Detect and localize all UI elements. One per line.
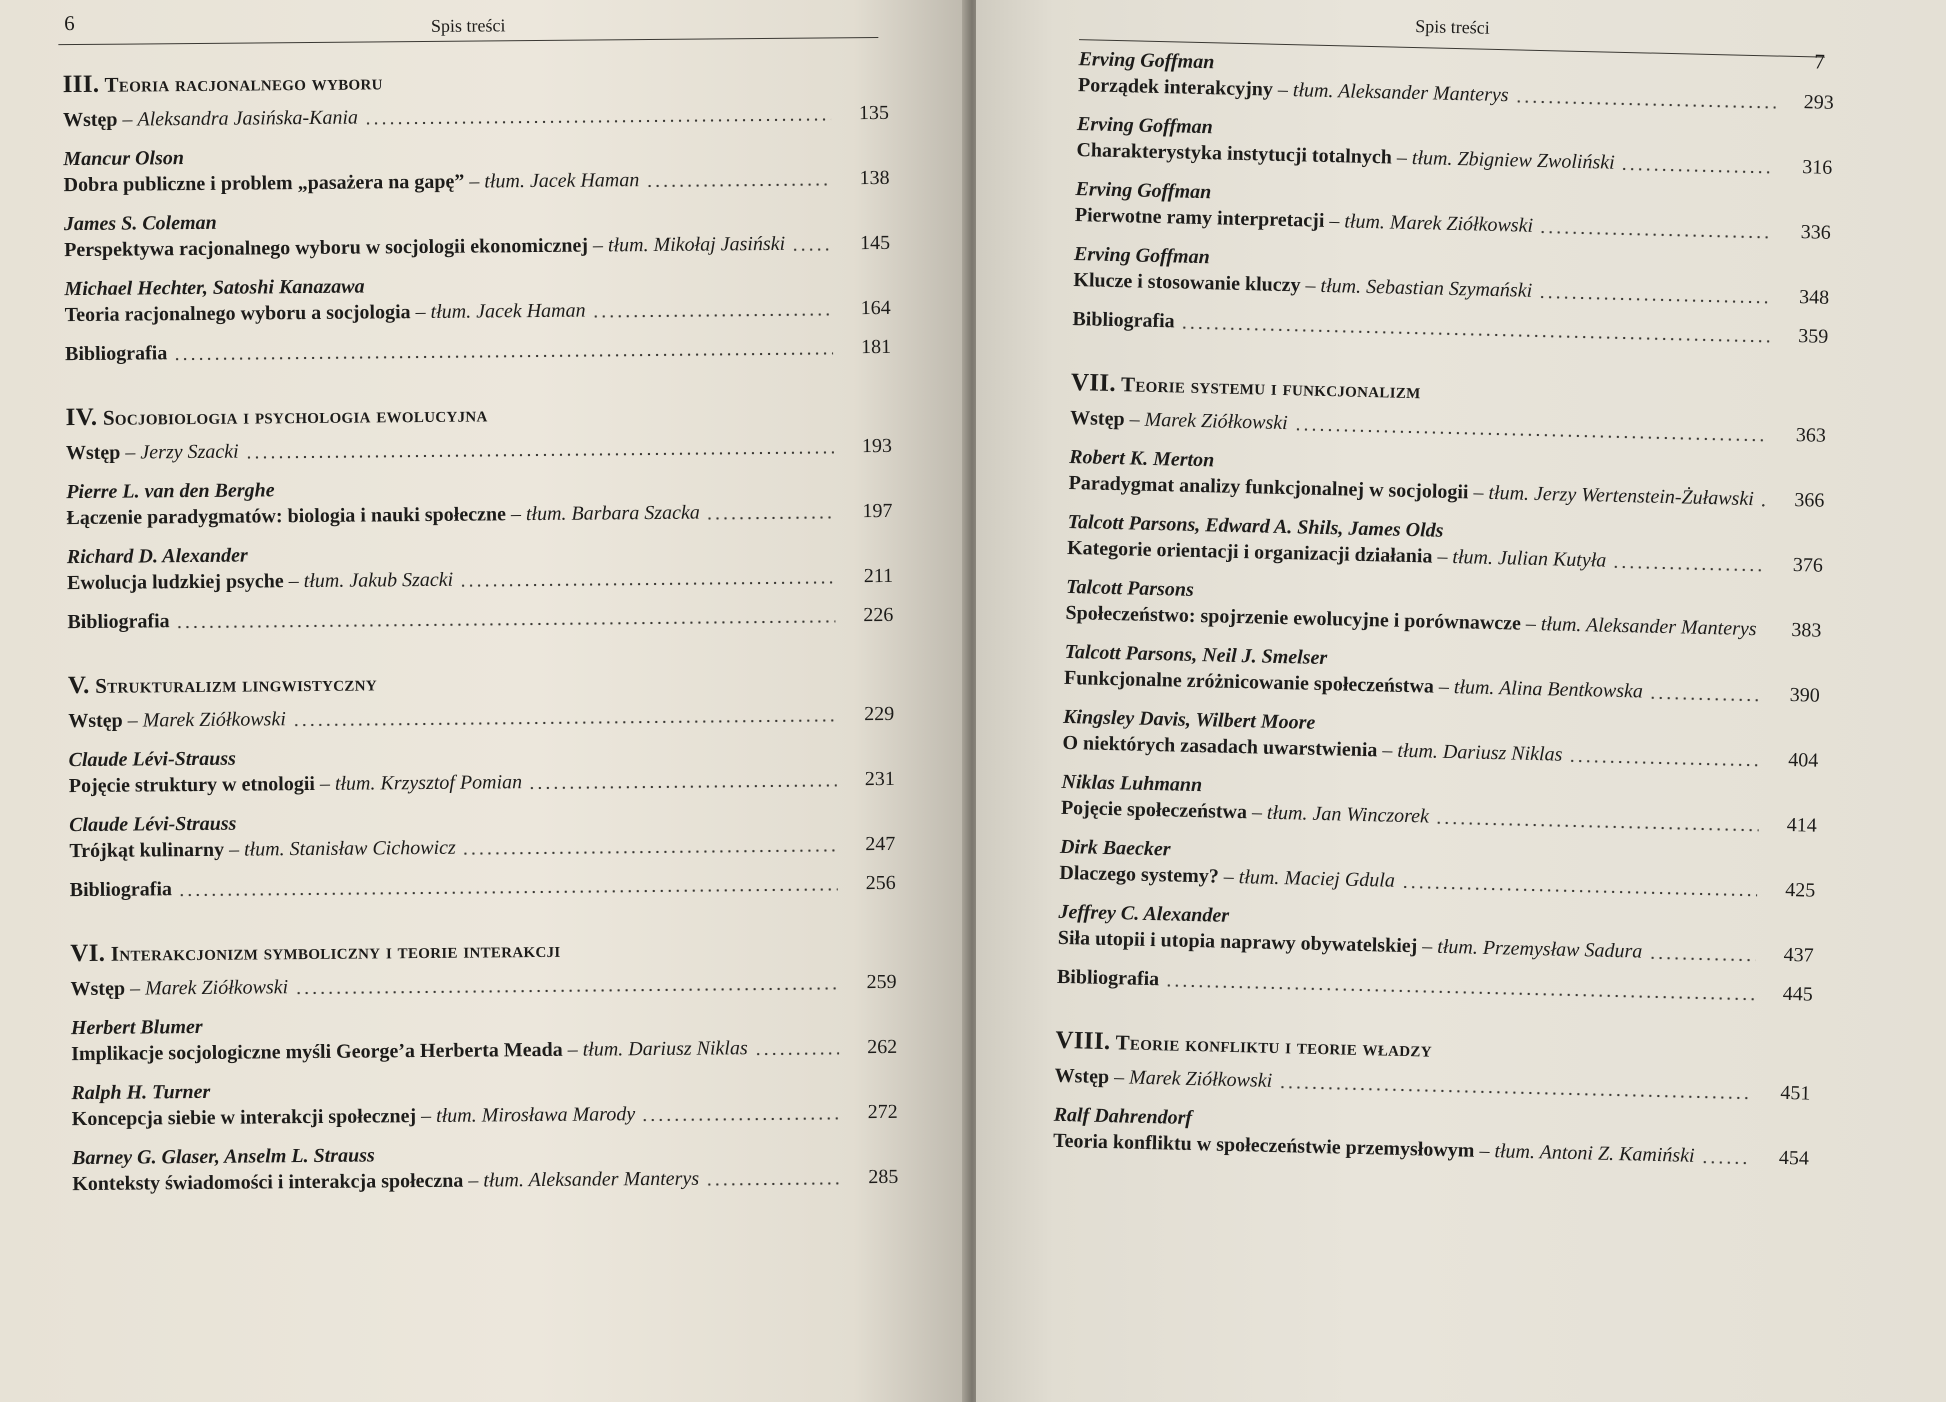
entry-translator: tłum. Barbara Szacka: [525, 501, 700, 526]
entry-author: Michael Hechter, Satoshi Kanazawa: [64, 275, 365, 301]
toc-entry: [1059, 834, 1816, 905]
entry-title: Siła utopii i utopia naprawy obywatelskiej: [1057, 926, 1418, 958]
dot-leader: [1612, 565, 1765, 573]
entry-line: [64, 230, 890, 264]
entry-text: [66, 500, 700, 533]
dash-separator: –: [587, 234, 609, 257]
entry-title: Implikacje socjologiczne myśli George’a Herberta Meada: [71, 1038, 563, 1066]
toc-entry: [69, 805, 895, 865]
dot-leader: [1568, 759, 1760, 768]
entry-author: Claude Lévi-Strauss: [68, 747, 236, 772]
dot-leader: [1649, 696, 1762, 703]
entry-translator: tłum. Stanisław Cichowicz: [243, 836, 456, 861]
entry-text: [1054, 1063, 1272, 1095]
dash-separator: –: [1218, 865, 1240, 889]
entry-translator: tłum. Jacek Haman: [430, 299, 586, 323]
dot-leader: [1165, 983, 1755, 1001]
dot-leader: [1401, 885, 1757, 897]
entry-title: Klucze i stosowanie kluczy: [1073, 269, 1301, 297]
dash-separator: –: [464, 170, 485, 193]
entry-author: Kingsley Davis, Wilbert Moore: [1062, 705, 1316, 734]
entry-author: Niklas Luhmann: [1061, 770, 1203, 797]
entry-title: Bibliografia: [1072, 308, 1175, 333]
toc-entry: [64, 204, 890, 264]
entry-author: Ralph H. Turner: [71, 1080, 211, 1105]
entry-page-number: 229: [864, 702, 895, 726]
dot-leader: [178, 887, 838, 897]
entry-translator: tłum. Jakub Szacki: [303, 568, 454, 593]
page-number: 7: [1813, 49, 1826, 74]
entry-line: [1057, 964, 1813, 1009]
entry-page-number: 383: [1791, 619, 1822, 642]
entry-text: [63, 105, 358, 135]
toc-entry: [63, 139, 889, 199]
entry-title: Paradygmat analizy funkcjonalnej w socjologii: [1068, 471, 1469, 504]
entry-translator: tłum. Aleksander Manterys: [483, 1167, 700, 1192]
dash-separator: –: [1433, 675, 1455, 699]
entry-title: Dobra publiczne i problem „pasażera na gapę”: [63, 170, 465, 197]
dot-leader: [1180, 326, 1770, 344]
dash-separator: –: [1246, 801, 1268, 824]
dash-separator: –: [562, 1038, 583, 1061]
entry-line: [66, 433, 892, 467]
dash-separator: –: [117, 108, 138, 131]
dash-separator: –: [1468, 481, 1489, 504]
entry-translator: tłum. Aleksander Manterys: [1292, 79, 1509, 107]
entry-translator: tłum. Dariusz Niklas: [1397, 739, 1563, 766]
toc-entry: [1072, 306, 1828, 351]
entry-page-number: 256: [865, 871, 896, 895]
right-page: [976, 0, 1946, 1402]
dash-separator: –: [1300, 274, 1321, 297]
entry-text: [65, 340, 167, 368]
entry-page-number: 390: [1789, 684, 1821, 707]
dash-separator: –: [1432, 545, 1453, 569]
toc-entry: [1053, 1102, 1810, 1173]
entry-page-number: 181: [860, 335, 892, 359]
entry-line: [70, 969, 896, 1003]
toc-entry: [70, 969, 896, 1003]
dot-leader: [641, 1116, 840, 1122]
dot-leader: [292, 718, 836, 727]
entry-title: Łączenie paradygmatów: biologia i nauki społeczne: [66, 503, 507, 530]
entry-text: [67, 608, 169, 636]
toc-entry: [1078, 46, 1835, 117]
entry-line: [70, 870, 896, 904]
entry-title: Społeczeństwo: spojrzenie ewolucyjne i porównawcze: [1065, 601, 1522, 635]
entry-page-number: 414: [1786, 813, 1818, 837]
dot-leader: [462, 848, 838, 855]
entry-page-number: 445: [1782, 982, 1814, 1006]
dot-leader: [176, 619, 836, 629]
entry-page-number: 316: [1802, 156, 1833, 179]
dot-leader: [706, 515, 835, 520]
entry-page-number: 376: [1792, 554, 1824, 577]
toc-entry: [66, 472, 892, 532]
entry-title: Bibliografia: [1056, 965, 1160, 991]
dot-leader: [1539, 230, 1773, 240]
entry-page-number: 336: [1800, 221, 1831, 244]
entry-line: [67, 602, 893, 636]
entry-text: [66, 439, 239, 468]
entry-page-number: 262: [867, 1035, 898, 1059]
toc-entry: [71, 1073, 897, 1133]
entry-author: Robert K. Merton: [1068, 445, 1215, 472]
dash-separator: –: [223, 838, 245, 861]
entry-title: Porządek interakcyjny: [1077, 74, 1274, 101]
entry-title: Bibliografia: [67, 610, 170, 634]
entry-text: [68, 706, 286, 735]
entry-page-number: 135: [858, 101, 890, 125]
entry-author: Erving Goffman: [1073, 243, 1211, 269]
entry-line: [72, 1164, 898, 1198]
entry-translator: tłum. Krzysztof Pomian: [334, 771, 523, 795]
toc-entry: [1057, 964, 1813, 1009]
entry-line: [1072, 306, 1828, 351]
part-heading: [68, 665, 894, 700]
entry-page-number: 348: [1798, 286, 1830, 309]
toc-entry: [1061, 769, 1818, 840]
part-heading: [65, 397, 891, 432]
entry-author: Jeffrey C. Alexander: [1058, 900, 1230, 927]
entry-line: [63, 165, 889, 199]
entry-title: Pierwotne ramy interpretacji: [1074, 204, 1325, 232]
entry-title: Bibliografia: [69, 878, 173, 902]
entry-translator: tłum. Jan Winczorek: [1266, 801, 1430, 828]
entry-translator: tłum. Mikołaj Jasiński: [607, 232, 786, 257]
entry-author: Talcott Parsons, Edward A. Shils, James Olds: [1067, 510, 1444, 542]
dot-leader: [1762, 633, 1763, 637]
toc-entry: [65, 334, 891, 368]
part-heading: [70, 933, 896, 968]
dot-leader: [1538, 295, 1771, 304]
entry-title: Konteksty świadomości i interakcja społeczna: [72, 1169, 464, 1196]
entry-author: Ralf Dahrendorf: [1053, 1103, 1193, 1130]
entry-translator: Marek Ziółkowski: [1144, 408, 1288, 435]
dot-leader: [459, 580, 835, 587]
entry-author: Talcott Parsons, Neil J. Smelser: [1064, 640, 1328, 670]
entry-line: [66, 498, 892, 532]
toc-entry: [1076, 111, 1833, 182]
entry-translator: tłum. Mirosława Marody: [436, 1103, 636, 1127]
entry-translator: Marek Ziółkowski: [1128, 1066, 1273, 1092]
dot-leader: [173, 351, 833, 361]
dot-leader: [1648, 956, 1756, 963]
entry-page-number: 363: [1795, 424, 1827, 447]
toc-entry: [1064, 639, 1821, 710]
dot-leader: [364, 117, 831, 125]
entry-page-number: 247: [865, 832, 896, 856]
dash-separator: –: [505, 503, 527, 526]
dash-separator: –: [410, 300, 431, 324]
entry-author: Pierre L. van den Berghe: [66, 479, 275, 504]
part-title-text: Teorie konfliktu i teorie władzy: [1115, 1030, 1433, 1062]
entry-line: [71, 1034, 897, 1068]
dot-leader: [245, 450, 834, 459]
entry-translator: tłum. Jacek Haman: [484, 169, 640, 193]
entry-line: [65, 334, 891, 368]
entry-text: [67, 567, 453, 597]
table-of-contents: [1053, 46, 1835, 1185]
dash-separator: –: [1377, 739, 1398, 762]
toc-entry: [1067, 509, 1824, 580]
running-title: Spis treści: [1414, 16, 1490, 38]
entry-page-number: 293: [1803, 91, 1835, 114]
entry-text: [69, 835, 456, 865]
dash-separator: –: [120, 441, 141, 464]
entry-page-number: 454: [1778, 1146, 1810, 1170]
entry-page-number: 197: [862, 499, 893, 523]
entry-page-number: 138: [859, 166, 890, 190]
part-number: VI.: [70, 939, 106, 968]
entry-translator: tłum. Marek Ziółkowski: [1344, 210, 1534, 237]
entry-page-number: 211: [863, 564, 894, 588]
entry-page-number: 366: [1794, 489, 1825, 512]
entry-line: [67, 563, 893, 597]
entry-title: Wstęp: [65, 441, 121, 465]
entry-translator: tłum. Jerzy Wertenstein-Żuławski: [1488, 481, 1755, 511]
toc-entry: [1062, 704, 1819, 775]
entry-text: [1057, 964, 1160, 993]
entry-page-number: 359: [1798, 325, 1829, 348]
entry-page-number: 285: [868, 1165, 899, 1189]
entry-page-number: 231: [864, 767, 895, 791]
entry-translator: Marek Ziółkowski: [144, 976, 289, 1000]
entry-translator: tłum. Maciej Gdula: [1238, 866, 1396, 892]
entry-translator: tłum. Sebastian Szymański: [1320, 274, 1533, 302]
dot-leader: [1278, 1085, 1752, 1100]
toc-entry: [1075, 176, 1832, 247]
dash-separator: –: [1417, 935, 1438, 958]
dash-separator: –: [1391, 146, 1413, 169]
entry-author: Dirk Baecker: [1059, 835, 1171, 861]
entry-author: Claude Lévi-Strauss: [69, 812, 237, 837]
dash-separator: –: [1324, 209, 1345, 233]
entry-page-number: 425: [1784, 878, 1816, 902]
entry-page-number: 259: [866, 970, 897, 994]
dash-separator: –: [314, 772, 335, 795]
dot-leader: [1760, 503, 1767, 507]
entry-title: Koncepcja siebie w interakcji społecznej: [71, 1105, 417, 1131]
dot-leader: [528, 783, 837, 790]
dash-separator: –: [124, 977, 146, 1000]
entry-text: [1070, 405, 1288, 437]
entry-title: Charakterystyka instytucji totalnych: [1076, 139, 1393, 169]
dot-leader: [294, 986, 838, 995]
entry-translator: Marek Ziółkowski: [142, 708, 286, 732]
toc-entry: [70, 870, 896, 904]
entry-translator: Jerzy Szacki: [140, 440, 239, 464]
entry-title: Ewolucja ludzkiej psyche: [66, 570, 284, 595]
entry-author: Talcott Parsons: [1065, 575, 1195, 601]
entry-translator: tłum. Aleksander Manterys: [1540, 613, 1757, 641]
dash-separator: –: [416, 1104, 437, 1128]
entry-page-number: 193: [861, 434, 892, 458]
entry-author: Herbert Blumer: [70, 1015, 203, 1040]
left-page: [0, 0, 970, 1402]
entry-title: Pojęcie społeczeństwa: [1060, 796, 1248, 824]
entry-author: Erving Goffman: [1075, 178, 1212, 204]
entry-author: James S. Coleman: [63, 211, 217, 236]
dot-leader: [1293, 427, 1767, 442]
entry-text: [65, 298, 586, 330]
part-number: IV.: [65, 403, 98, 432]
entry-line: [69, 766, 895, 800]
entry-title: Wstęp: [1069, 406, 1125, 431]
entry-line: [72, 1099, 898, 1133]
entry-text: [72, 1101, 636, 1133]
table-of-contents: [63, 60, 899, 1210]
entry-translator: Aleksandra Jasińska-Kania: [137, 106, 359, 131]
entry-translator: tłum. Przemysław Sadura: [1437, 935, 1643, 963]
part-number: VIII.: [1055, 1026, 1111, 1056]
toc-entry: [68, 740, 894, 800]
entry-title: Kategorie orientacji i organizacji działania: [1066, 536, 1433, 568]
entry-text: [70, 876, 172, 904]
entry-page-number: 437: [1783, 943, 1814, 967]
entry-translator: tłum. Alina Bentkowska: [1453, 676, 1644, 703]
entry-page-number: 164: [860, 296, 891, 320]
entry-title: Wstęp: [62, 108, 118, 132]
part-title-text: Interakcjonizm symboliczny i teorie interakcji: [110, 937, 561, 966]
dash-separator: –: [1272, 78, 1294, 102]
entry-title: Funkcjonalne zróżnicowanie społeczeństwa: [1063, 666, 1435, 698]
part-number: VII.: [1070, 368, 1117, 398]
part-number: V.: [67, 671, 90, 700]
toc-entry: [1068, 444, 1825, 515]
toc-entry: [1073, 241, 1830, 312]
entry-title: Teoria konfliktu w społeczeństwie przemysłowym: [1052, 1129, 1475, 1162]
toc-entry: [64, 269, 890, 329]
dot-leader: [1435, 821, 1759, 833]
entry-text: [63, 167, 639, 199]
entry-translator: tłum. Julian Kutyła: [1452, 546, 1607, 572]
toc-entry: [68, 701, 894, 735]
entry-page-number: 226: [863, 603, 894, 627]
toc-entry: [66, 433, 892, 467]
toc-entry: [1065, 574, 1822, 645]
entry-text: [69, 769, 523, 800]
part-title-text: Socjobiologia i psychologia ewolucyjna: [102, 402, 488, 430]
entry-translator: tłum. Dariusz Niklas: [582, 1037, 748, 1061]
running-title: Spis treści: [430, 15, 506, 36]
entry-line: [65, 295, 891, 329]
dot-leader: [1700, 1160, 1750, 1165]
entry-translator: tłum. Zbigniew Zwoliński: [1411, 146, 1615, 174]
entry-text: [64, 231, 785, 264]
entry-author: Erving Goffman: [1076, 113, 1214, 139]
dash-separator: –: [1474, 1139, 1495, 1163]
entry-author: Richard D. Alexander: [66, 544, 248, 569]
part-title-text: Teoria racjonalnego wyboru: [104, 70, 383, 97]
entry-page-number: 451: [1780, 1081, 1811, 1105]
part-title-text: Strukturalizm lingwistyczny: [95, 671, 378, 698]
entry-author: Mancur Olson: [63, 147, 185, 171]
entry-page-number: 404: [1788, 748, 1819, 772]
toc-entry: [67, 537, 893, 597]
dot-leader: [705, 1181, 840, 1186]
dash-separator: –: [122, 709, 143, 732]
entry-title: Teoria racjonalnego wyboru a socjologia: [64, 301, 411, 327]
dot-leader: [1620, 167, 1774, 175]
entry-title: Wstęp: [1054, 1064, 1110, 1089]
entry-text: [70, 974, 288, 1003]
entry-translator: tłum. Antoni Z. Kamiński: [1494, 1140, 1695, 1167]
entry-page-number: 145: [860, 231, 891, 255]
page-number: 6: [64, 11, 75, 36]
entry-title: Trójkąt kulinarny: [69, 838, 225, 863]
dash-separator: –: [1108, 1066, 1130, 1089]
entry-title: O niektórych zasadach uwarstwienia: [1062, 731, 1378, 762]
entry-text: [72, 1166, 699, 1198]
entry-text: [71, 1035, 748, 1068]
entry-title: Pojęcie struktury w etnologii: [68, 772, 315, 798]
toc-entry: [67, 602, 893, 636]
dot-leader: [592, 312, 833, 318]
dot-leader: [645, 182, 831, 188]
entry-title: Wstęp: [70, 977, 126, 1001]
dash-separator: –: [1124, 408, 1145, 431]
entry-title: Dlaczego systemy?: [1059, 861, 1220, 888]
entry-author: Barney G. Glaser, Anselm L. Strauss: [71, 1144, 375, 1170]
dash-separator: –: [463, 1169, 484, 1192]
toc-entry: [63, 100, 889, 134]
part-number: III.: [62, 70, 100, 99]
entry-author: Erving Goffman: [1078, 48, 1215, 74]
part-title-text: Teorie systemu i funkcjonalizm: [1120, 372, 1421, 404]
running-head: [58, 4, 878, 45]
entry-page-number: 272: [867, 1100, 898, 1124]
toc-entry: [1058, 899, 1815, 970]
entry-text: [1072, 306, 1175, 335]
dot-leader: [791, 247, 832, 251]
dash-separator: –: [283, 570, 304, 593]
dot-leader: [754, 1051, 839, 1056]
entry-line: [68, 701, 894, 735]
dot-leader: [1514, 99, 1775, 109]
entry-title: Perspektywa racjonalnego wyboru w socjologii ekonomicznej: [64, 234, 589, 262]
part-heading: [63, 64, 889, 99]
toc-entry: [72, 1138, 898, 1198]
entry-title: Bibliografia: [64, 342, 168, 366]
dash-separator: –: [1520, 612, 1542, 636]
entry-line: [63, 100, 889, 134]
toc-entry: [71, 1008, 897, 1068]
entry-title: Wstęp: [68, 709, 123, 733]
